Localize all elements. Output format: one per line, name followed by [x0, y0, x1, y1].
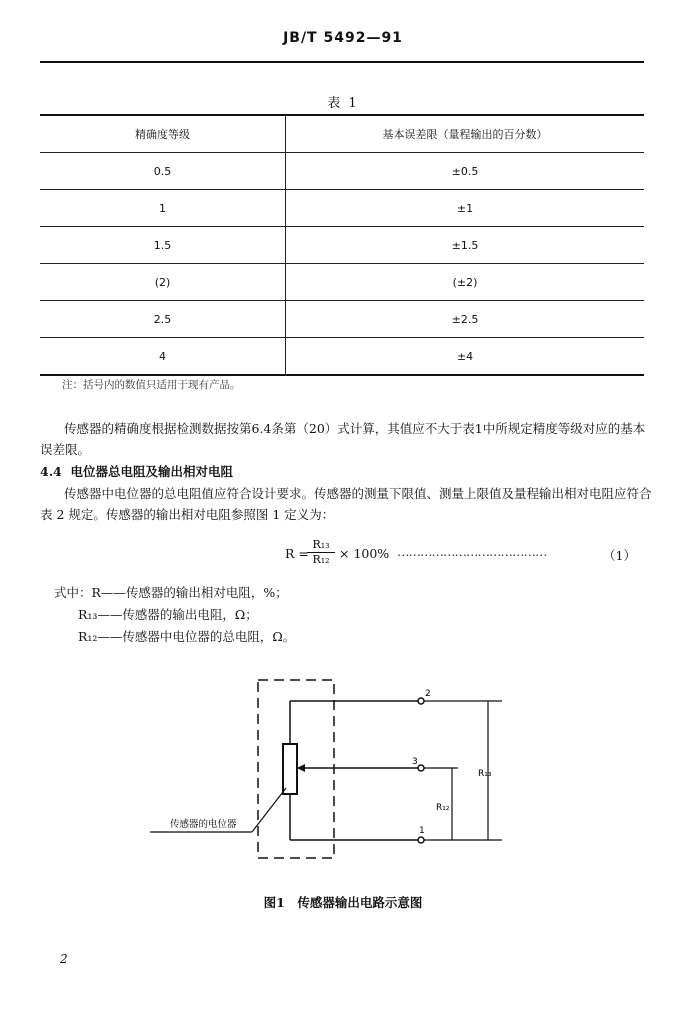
table-row [40, 301, 644, 338]
accuracy-table [40, 114, 644, 376]
table-cell-grade: 1.5 [40, 227, 286, 264]
definition-r: 式中：R——传感器的输出相对电阻，%； [54, 585, 288, 600]
table-cell-grade: 2.5 [40, 301, 286, 338]
formula-lhs: R = [285, 546, 309, 561]
column-header-grade: 精确度等级 [40, 115, 286, 153]
table-caption: 表 1 [327, 96, 359, 111]
table-cell-error-limit: ±1 [286, 190, 645, 227]
wiper-arrow [297, 764, 305, 772]
potentiometer-label: 传感器的电位器 [170, 819, 237, 830]
terminal-1 [418, 837, 424, 843]
formula-numerator: R₁₃ [307, 538, 335, 553]
table-row [40, 227, 644, 264]
table-row [40, 153, 644, 190]
section-heading [40, 462, 233, 480]
table-row [40, 338, 644, 376]
leader-pointer [252, 788, 286, 832]
header-rule [40, 61, 644, 63]
table-row [40, 264, 644, 301]
formula-denominator: R₁₂ [312, 553, 330, 566]
terminal-2-label: 2 [425, 689, 431, 699]
formula-number: （1） [603, 548, 636, 563]
table-cell-error-limit: ±4 [286, 338, 645, 376]
r13-label: R₁₃ [478, 769, 492, 779]
terminal-1-label: 1 [419, 826, 425, 836]
table-note: 注：括号内的数值只适用于现有产品。 [62, 379, 241, 391]
formula-1 [285, 538, 645, 570]
table-cell-error-limit: ±0.5 [286, 153, 645, 190]
paragraph-accuracy: 传感器的精确度根据检测数据按第6.4条第（20）式计算，其值应不大于表1中所规定精度等级对应的基本误差限。 [40, 421, 646, 457]
section-title: 电位器总电阻及输出相对电阻 [70, 464, 233, 479]
table-cell-error-limit: ±2.5 [286, 301, 645, 338]
formula-fraction [307, 538, 335, 567]
table-row [40, 190, 644, 227]
definition-r13: R₁₃——传感器的输出电阻，Ω； [78, 607, 258, 622]
terminal-3-label: 3 [412, 757, 418, 767]
table-header-row [40, 115, 644, 153]
table-cell-grade: 4 [40, 338, 286, 376]
column-header-error-limit: 基本误差限（量程输出的百分数） [286, 115, 645, 153]
definition-r12: R₁₂——传感器中电位器的总电阻，Ω。 [78, 629, 296, 644]
page-number: 2 [60, 952, 68, 966]
table-cell-error-limit: (±2) [286, 264, 645, 301]
circuit-diagram [140, 670, 540, 870]
terminal-3 [418, 765, 424, 771]
section-number: 4.4 [40, 464, 62, 479]
table-cell-grade: 0.5 [40, 153, 286, 190]
paragraph-resistance: 传感器中电位器的总电阻值应符合设计要求。传感器的测量下限值、测量上限值及量程输出相对电阻应符合表 2 规定。传感器的输出相对电阻参照图 1 定义为： [40, 486, 652, 522]
table-cell-error-limit: ±1.5 [286, 227, 645, 264]
formula-rhs: × 100% [339, 546, 390, 561]
document-header: JB/T 5492—91 [283, 30, 403, 46]
figure-caption: 图1 传感器输出电路示意图 [263, 895, 423, 910]
potentiometer-resistor [283, 744, 297, 794]
r12-label: R₁₂ [436, 803, 450, 813]
table-cell-grade: (2) [40, 264, 286, 301]
terminal-2 [418, 698, 424, 704]
formula-leader-dots: ………………………………… [397, 544, 547, 559]
table-cell-grade: 1 [40, 190, 286, 227]
